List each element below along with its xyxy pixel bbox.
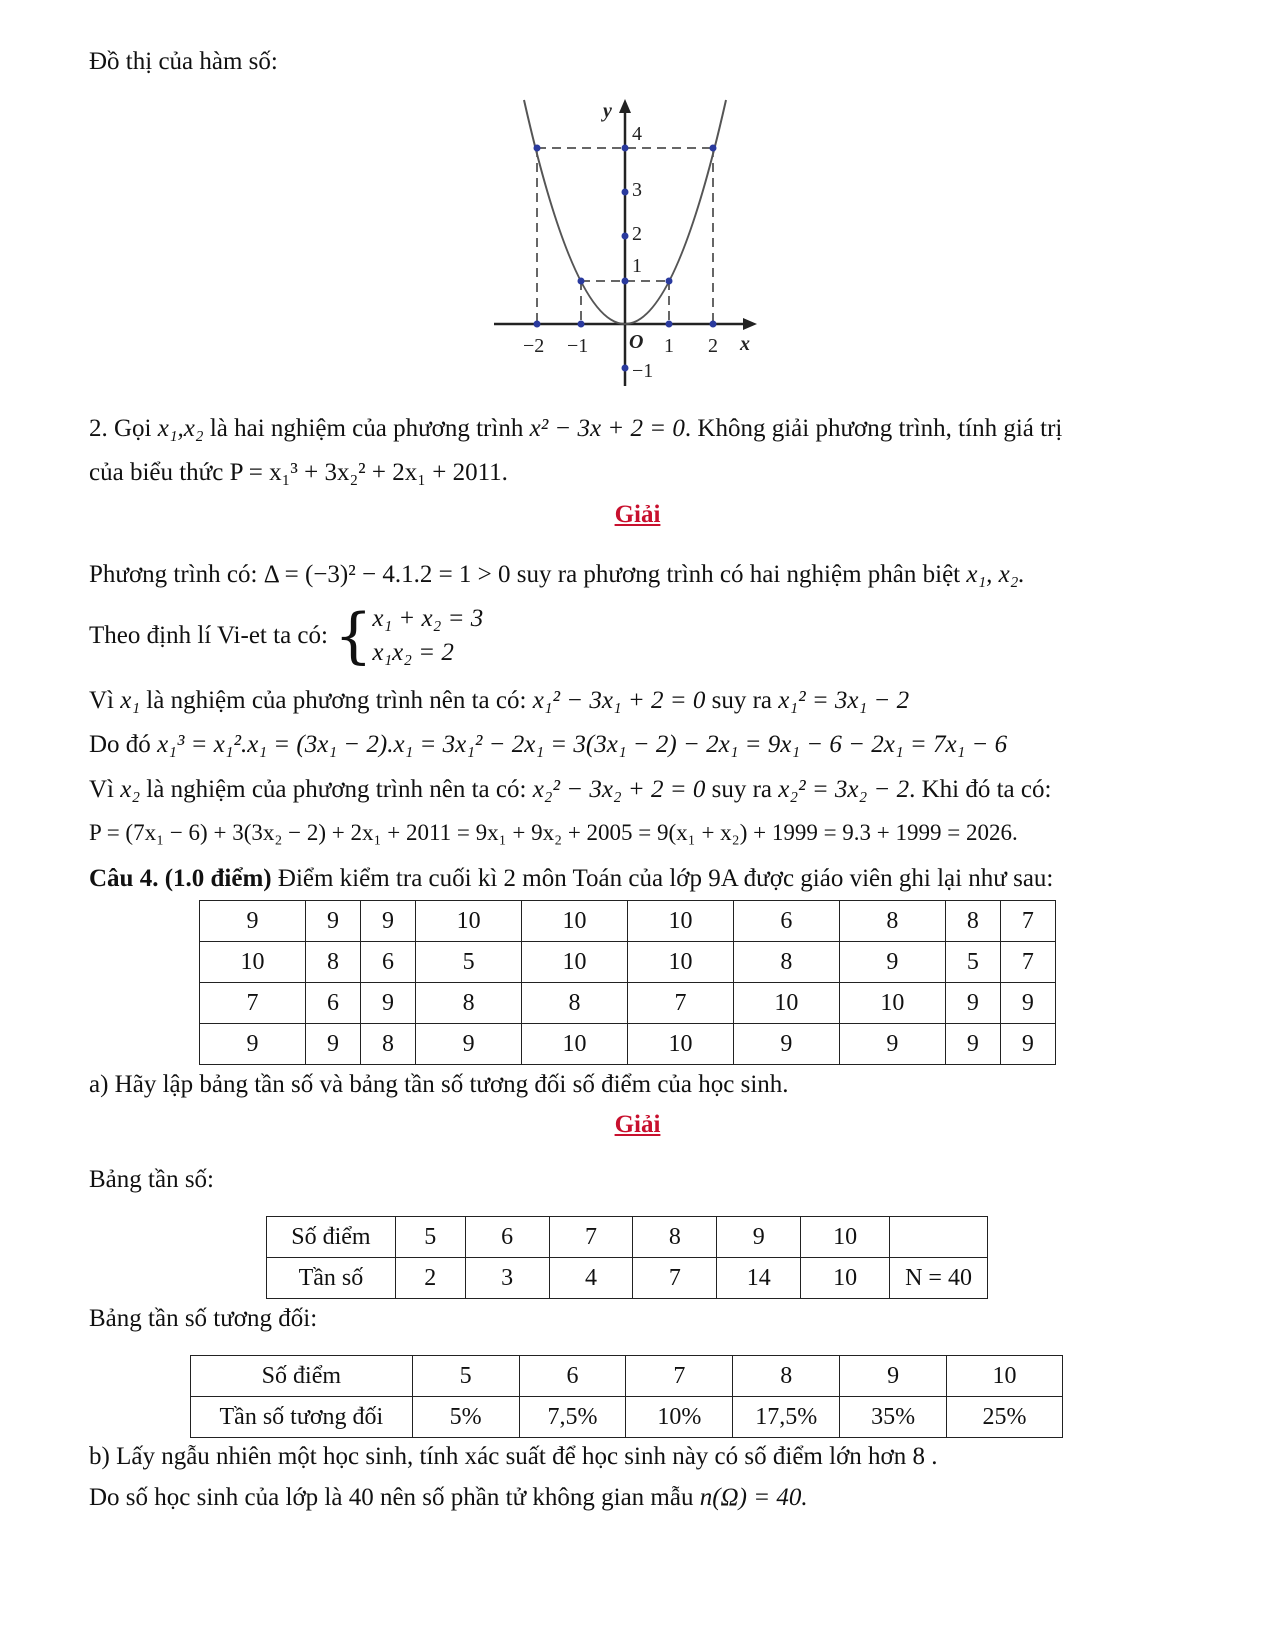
table-cell: 8 [361, 1024, 416, 1065]
table-cell: 5 [412, 1356, 519, 1397]
point [622, 233, 629, 240]
math: n(Ω) = 40. [699, 1484, 808, 1511]
problem2-line1 [89, 414, 1062, 444]
point [710, 321, 717, 328]
table-cell: 10 [522, 1024, 628, 1065]
problem2-line2 [89, 458, 508, 488]
table-cell [890, 1217, 988, 1258]
math: x₂² − 3x₂ + 2 = 0 [532, 776, 706, 803]
text: suy ra phương trình có hai nghiệm phân biệt [516, 561, 961, 588]
solution-line4 [89, 730, 1007, 760]
sample-space-line [89, 1483, 808, 1513]
table-cell: 10% [626, 1397, 733, 1438]
text: là hai nghiệm của phương trình [209, 415, 524, 442]
table-row [267, 1217, 988, 1258]
point [666, 278, 673, 285]
table-cell: 10 [627, 1024, 733, 1065]
point [622, 145, 629, 152]
table-cell: 8 [633, 1217, 717, 1258]
table-cell: N = 40 [890, 1258, 988, 1299]
table-cell: 8 [733, 1356, 840, 1397]
table-cell: 9 [945, 1024, 1000, 1065]
table-cell: 3 [465, 1258, 549, 1299]
x-tick-label: 2 [708, 335, 718, 357]
table-cell: 10 [522, 942, 628, 983]
table-cell: 7 [549, 1217, 633, 1258]
table-cell: 25% [947, 1397, 1063, 1438]
x-tick-label: −2 [523, 335, 545, 357]
table-cell: 8 [416, 983, 522, 1024]
relfreq-title: Bảng tần số tương đối: [89, 1305, 318, 1332]
table-cell: 9 [200, 901, 306, 942]
text: suy ra [711, 776, 773, 803]
table-cell: Số điểm [191, 1356, 413, 1397]
table-cell: 10 [733, 983, 839, 1024]
text: suy ra [711, 687, 773, 714]
table-cell: 10 [627, 942, 733, 983]
table-cell: 9 [839, 942, 945, 983]
table-cell: 7 [633, 1258, 717, 1299]
table-cell: 9 [717, 1217, 801, 1258]
table-cell: 9 [361, 901, 416, 942]
text: của biểu thức [89, 459, 224, 486]
table-cell: 2 [395, 1258, 465, 1299]
table-cell: 9 [305, 1024, 360, 1065]
table-cell: 5 [395, 1217, 465, 1258]
table-cell: 7 [200, 983, 306, 1024]
table-cell: 7 [1000, 942, 1055, 983]
frequency-table [266, 1216, 988, 1299]
point [578, 278, 585, 285]
table-cell: 9 [1000, 1024, 1055, 1065]
table-cell: 7 [626, 1356, 733, 1397]
relative-frequency-table [190, 1355, 1063, 1438]
table-cell: Tần số [267, 1258, 396, 1299]
table-row [200, 901, 1056, 942]
brace-icon: { [334, 601, 373, 671]
y-tick-label: 1 [632, 255, 642, 277]
vieta-system [372, 602, 483, 670]
x-axis-arrow [743, 318, 757, 330]
table-cell: 10 [947, 1356, 1063, 1397]
table-cell: 8 [522, 983, 628, 1024]
table-cell: Số điểm [267, 1217, 396, 1258]
math: x₁x₂ = 2 [372, 639, 454, 666]
question4-line [89, 864, 1053, 894]
solution2-heading: Giải [614, 1111, 661, 1138]
x-tick-label: −1 [567, 335, 589, 357]
table-cell: 4 [549, 1258, 633, 1299]
table-cell: 6 [361, 942, 416, 983]
y-tick-label: 3 [632, 179, 642, 201]
solution-heading: Giải [614, 501, 661, 528]
table-cell: 9 [945, 983, 1000, 1024]
table-cell: 9 [361, 983, 416, 1024]
y-tick-label: 4 [632, 123, 642, 145]
table-cell: 9 [416, 1024, 522, 1065]
solution-line1 [89, 560, 1025, 590]
table-cell: 35% [840, 1397, 947, 1438]
table-cell: 5% [412, 1397, 519, 1438]
text: Do số học sinh của lớp là 40 nên số phần tử không gian mẫu [89, 1484, 694, 1511]
table-cell: 10 [801, 1217, 890, 1258]
math: x₁,x₂ [157, 415, 204, 442]
table-cell: 9 [305, 901, 360, 942]
table-cell: 7 [627, 983, 733, 1024]
math: x₂² = 3x₂ − 2 [778, 776, 910, 803]
math: x₁² − 3x₁ + 2 = 0 [532, 687, 706, 714]
text: Phương trình có: [89, 561, 258, 588]
table-cell: 6 [733, 901, 839, 942]
point [534, 145, 541, 152]
x-tick-label: 1 [664, 335, 674, 357]
y-axis-label: y [603, 100, 612, 122]
text: là nghiệm của phương trình nên ta có: [146, 776, 527, 803]
table-cell: 6 [519, 1356, 626, 1397]
table-cell: 14 [717, 1258, 801, 1299]
table-row [191, 1356, 1063, 1397]
table-cell: 9 [839, 1024, 945, 1065]
point [710, 145, 717, 152]
math: x₂ [120, 776, 141, 803]
table-cell: 9 [200, 1024, 306, 1065]
math: x₁² = 3x₁ − 2 [778, 687, 910, 714]
table-cell: 8 [945, 901, 1000, 942]
table-cell: Tần số tương đối [191, 1397, 413, 1438]
text: Điểm kiểm tra cuối kì 2 môn Toán của lớp 9A được giáo viên ghi lại như sau: [277, 865, 1054, 892]
table-cell: 6 [305, 983, 360, 1024]
text: . Không giải phương trình, tính giá trị [684, 415, 1063, 442]
table-row [191, 1397, 1063, 1438]
table-cell: 10 [839, 983, 945, 1024]
table-row [200, 1024, 1056, 1065]
text: Do đó [89, 731, 151, 758]
x-axis-label: x [740, 333, 750, 355]
table-cell: 8 [733, 942, 839, 983]
point [622, 189, 629, 196]
vieta-line [89, 602, 483, 670]
table-cell: 9 [1000, 983, 1055, 1024]
text: Vì [89, 687, 114, 714]
solution-line5 [89, 775, 1051, 805]
table-cell: 5 [945, 942, 1000, 983]
graph-intro: Đồ thị của hàm số: [89, 48, 278, 75]
table-cell: 10 [200, 942, 306, 983]
math: Δ = (−3)² − 4.1.2 = 1 > 0 [263, 561, 511, 588]
table-cell: 8 [305, 942, 360, 983]
table-cell: 10 [627, 901, 733, 942]
text: là nghiệm của phương trình nên ta có: [146, 687, 527, 714]
y-axis-arrow [619, 99, 631, 113]
table-cell: 7 [1000, 901, 1055, 942]
math: x₁³ = x₁².x₁ = (3x₁ − 2).x₁ = 3x₁² − 2x₁ = 3(3x₁ − 2) − 2x₁ = 9x₁ − 6 − 2x₁ = 7x₁ − 6 [157, 731, 1008, 758]
parabola-graph [490, 95, 770, 395]
math: x₁, x₂. [966, 561, 1025, 588]
part-b: b) Lấy ngẫu nhiên một học sinh, tính xác suất để học sinh này có số điểm lớn hơn 8 . [89, 1443, 938, 1470]
table-row [267, 1258, 988, 1299]
table-cell: 10 [801, 1258, 890, 1299]
point [622, 278, 629, 285]
scores-table [199, 900, 1056, 1065]
part-a: a) Hãy lập bảng tần số và bảng tần số tương đối số điểm của học sinh. [89, 1071, 789, 1098]
table-cell: 8 [839, 901, 945, 942]
table-cell: 7,5% [519, 1397, 626, 1438]
origin-label: O [629, 331, 644, 353]
table-cell: 17,5% [733, 1397, 840, 1438]
math: P = x₁³ + 3x₂² + 2x₁ + 2011. [229, 459, 508, 486]
table-cell: 10 [522, 901, 628, 942]
y-tick-label: 2 [632, 223, 642, 245]
table-row [200, 942, 1056, 983]
solution-line3 [89, 686, 909, 716]
math: x₁ + x₂ = 3 [372, 605, 484, 632]
y-tick-label: −1 [632, 360, 654, 382]
table-cell: 5 [416, 942, 522, 983]
point [578, 321, 585, 328]
freq-title: Bảng tần số: [89, 1166, 214, 1193]
question-label: Câu 4. (1.0 điểm) [89, 865, 272, 892]
table-cell: 6 [465, 1217, 549, 1258]
table-cell: 10 [416, 901, 522, 942]
point [534, 321, 541, 328]
text: Theo định lí Vi-et ta có: [89, 622, 328, 649]
text: Vì [89, 776, 114, 803]
math: x₁ [120, 687, 141, 714]
table-cell: 9 [733, 1024, 839, 1065]
point [666, 321, 673, 328]
point [622, 365, 629, 372]
math: x² − 3x + 2 = 0 [529, 415, 685, 442]
text: 2. Gọi [89, 415, 152, 442]
table-row [200, 983, 1056, 1024]
text: . Khi đó ta có: [909, 776, 1052, 803]
solution-line6: P = (7x₁ − 6) + 3(3x₂ − 2) + 2x₁ + 2011 = 9x₁ + 9x₂ + 2005 = 9(x₁ + x₂) + 1999 = 9.3 + 1999 = 2026. [89, 820, 1018, 845]
table-cell: 9 [840, 1356, 947, 1397]
